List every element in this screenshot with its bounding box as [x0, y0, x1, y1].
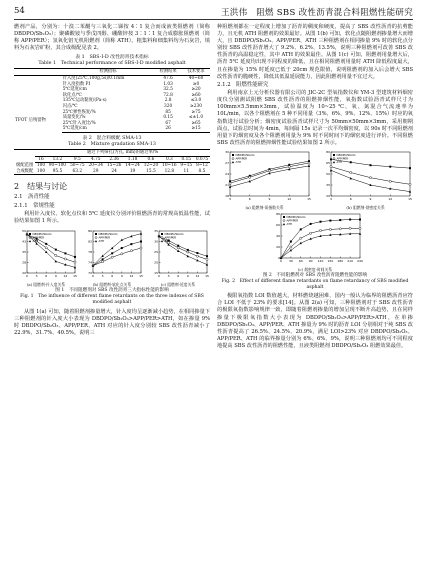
table1-cell: ≥60	[191, 92, 201, 98]
x-tick-label: 3	[35, 274, 38, 279]
figure2-panel-c	[268, 211, 363, 272]
data-point	[358, 227, 360, 229]
data-point	[130, 243, 132, 245]
table2-sieve-header: 0.6	[142, 156, 160, 163]
x-tick-label: 6	[177, 274, 180, 279]
legend-marker	[232, 161, 234, 163]
figure2-panel-b	[318, 149, 413, 210]
y-tick-label: 86	[88, 229, 92, 234]
table2-cell: 29	[87, 169, 105, 175]
table2-cell: 12.8	[160, 169, 178, 175]
legend-label: ATH	[336, 160, 343, 165]
x-tick-label: 60	[298, 258, 303, 263]
data-point	[55, 249, 57, 251]
section-heading: 2 结果与讨论	[14, 182, 68, 192]
data-point	[64, 258, 66, 260]
panel-label: (a) 阻燃剂-针入度关系	[26, 282, 66, 288]
data-point	[389, 166, 391, 168]
table1-cell: 85	[165, 109, 171, 115]
table2-cell: 15.5	[142, 169, 160, 175]
data-point	[299, 237, 301, 239]
data-point	[140, 233, 142, 235]
legend-label: APP/PER	[164, 235, 177, 240]
panel-label: (c) 烟密度-时间关系	[297, 266, 333, 272]
legend-label: APP/PER	[336, 156, 349, 161]
table2-cell: 11	[179, 169, 194, 175]
legend-label: APP/PER	[286, 218, 298, 223]
legend-label: APP/PER	[32, 235, 45, 240]
panel-label: (c) 阻燃剂-延度关系	[160, 282, 196, 288]
x-tick-label: 120	[317, 258, 323, 263]
data-point	[206, 255, 208, 257]
data-point	[329, 228, 331, 230]
data-point	[102, 259, 104, 261]
legend-marker	[333, 158, 335, 160]
table1-header-blank	[14, 69, 62, 76]
legend-label: ATH	[286, 222, 292, 227]
data-point	[196, 252, 198, 254]
table1-cell: 47.6	[163, 75, 173, 81]
figure1-caption-en: Fig. 1 The influence of different flame retardants on the three indexes of SBS modified asphalt	[20, 294, 204, 305]
figure2-row2	[217, 211, 413, 272]
y-tick-label: 35	[326, 183, 330, 188]
table2-cell: 19	[123, 169, 141, 175]
figure1-caption	[14, 288, 210, 305]
x-tick-label: 15	[139, 274, 143, 279]
table1-cell: 25℃针入度比/%	[62, 120, 96, 126]
x-tick-label: 30	[288, 258, 293, 263]
y-tick-label: 30	[154, 239, 158, 244]
y-tick-label: 80	[275, 212, 280, 217]
legend-label: ATH	[32, 239, 39, 244]
x-tick-label: 3	[229, 196, 231, 201]
data-point	[389, 180, 391, 182]
figure2-caption-en: Fig. 2 Effect of different flame retardants on flame retardancy of SBS modified asphalt	[221, 278, 409, 290]
chart-smoke-time	[268, 211, 363, 267]
running-title: 王洪伟 阻燃 SBS 改性沥青混合料阻燃性能研究	[221, 8, 413, 18]
table1	[14, 68, 210, 133]
data-point	[187, 249, 189, 251]
y-tick-label: 28	[22, 260, 26, 265]
legend-marker	[283, 220, 285, 222]
table1-header: 检测结果	[154, 69, 182, 76]
y-tick-label: 74	[88, 260, 92, 265]
panel-label: (b) 阻燃剂-软化点关系	[92, 282, 132, 288]
data-point	[45, 247, 47, 249]
subsubsection-heading: 2.1.1 常规性能	[14, 202, 55, 209]
x-tick-label: 6	[111, 274, 114, 279]
x-tick-label: 210	[346, 258, 353, 263]
data-point	[55, 255, 57, 257]
table2-cell: 50~75	[70, 163, 85, 169]
legend-marker	[29, 233, 31, 235]
table2-cell: 20~34	[88, 163, 104, 169]
y-tick-label: 20	[22, 271, 26, 276]
legend-marker	[283, 216, 285, 218]
table2-sieve-header: 1.18	[123, 156, 141, 163]
table2-cell: 100	[36, 168, 46, 174]
data-point	[229, 182, 231, 184]
y-tick-label: 21	[225, 183, 229, 188]
legend-marker	[161, 240, 163, 242]
y-tick-label: 20	[326, 194, 330, 199]
chart-smoke-density	[318, 149, 413, 205]
x-tick-label: 9	[54, 274, 57, 279]
figure2-row1	[217, 149, 413, 210]
legend-label: DBDPO/Sb₂O₃	[286, 214, 306, 219]
table2-sieve-header: 16	[35, 156, 46, 163]
x-tick-label: 6	[45, 274, 48, 279]
y-tick-label: 60	[275, 223, 280, 228]
data-point	[187, 251, 189, 253]
table1-caption-en: Table 1 Technical performance of SBS-I-D modified asphalt	[38, 61, 186, 67]
table1-cell: 5℃延度/cm	[62, 87, 87, 93]
data-point	[409, 183, 411, 185]
subsubsection-heading: 2.1.2 阻燃性能研究	[217, 81, 269, 88]
table1-cell: 2.8	[164, 98, 172, 104]
x-tick-label: 0	[26, 274, 28, 279]
x-tick-label: 12	[63, 274, 68, 279]
data-point	[409, 167, 411, 169]
data-point	[206, 259, 208, 261]
table1-cell: 320	[164, 103, 173, 109]
x-tick-label: 12	[388, 196, 393, 201]
table2-cell: 100	[36, 163, 46, 169]
right-column	[217, 24, 413, 350]
table1-cell: ≥0	[192, 81, 200, 87]
table1-cell: ≥75	[191, 109, 201, 115]
legend-marker	[282, 223, 284, 225]
table2-cell: 9~15	[180, 163, 193, 169]
table2-sieve-header: 2.36	[105, 156, 123, 163]
x-tick-label: 3	[101, 274, 104, 279]
table1-cell: 26	[154, 126, 182, 132]
table1-cell: 72.8	[163, 92, 173, 98]
data-point	[330, 165, 332, 167]
data-point	[177, 247, 179, 249]
x-tick-label: 3	[330, 196, 332, 201]
table2-row-label: 合成级配	[14, 169, 35, 175]
data-point	[330, 169, 332, 171]
x-tick-label: 9	[268, 196, 271, 201]
x-tick-label: 12	[287, 196, 292, 201]
data-point	[111, 253, 113, 255]
x-tick-label: 6	[349, 196, 352, 201]
data-point	[319, 229, 321, 231]
chart-penetration	[14, 228, 78, 282]
table1-caption	[14, 55, 210, 67]
y-tick-label: 0	[277, 256, 280, 261]
data-point	[249, 176, 251, 178]
table2-caption	[14, 136, 210, 148]
data-point	[177, 245, 179, 247]
table1-cell: ≥65	[191, 120, 201, 126]
x-tick-label: 9	[186, 274, 189, 279]
intro-paragraph: 燃剂产品，分别为：十溴二苯醚与三氧化二锑按 4∶1 复合而成液类阻燃剂（简称 DBDPO/Sb₂O₃）；聚磷酸铵与季戊四醇、硼酸锌按 3∶1∶1 复合成膨胀阻燃剂（简称 APP/PER）；氢氧化铝无机阻燃剂（简称 ATH）。粗集料和细集料均为石灰岩，填料为石灰岩矿粉，其合成级配见表 2。	[14, 24, 210, 52]
table2-row	[14, 169, 210, 175]
legend-marker	[161, 233, 163, 235]
table2-span-header: 通过下列筛孔(方孔, mm)的通过率/%	[35, 149, 210, 156]
legend-label: ATH	[164, 239, 171, 244]
data-point	[268, 170, 270, 172]
table1-cell: 67	[165, 120, 171, 126]
data-point	[289, 240, 291, 242]
legend-marker	[232, 158, 234, 160]
table1-cell: ≥15	[182, 126, 210, 132]
table2-cell: 10~16	[162, 163, 177, 169]
x-tick-label: 9	[369, 196, 372, 201]
table2-cell: 24	[105, 169, 123, 175]
table2-caption-en: Table 2 Mixture gradation SMA-13	[68, 141, 156, 147]
data-point	[111, 256, 113, 258]
data-point	[74, 256, 76, 258]
y-tick-label: 30	[225, 150, 229, 155]
data-point	[130, 250, 132, 252]
table2-sieve-header: 13.2	[47, 156, 68, 163]
table2-cell: 14~24	[125, 163, 140, 169]
data-point	[349, 227, 351, 229]
table1-cell: 质量变化/%	[62, 115, 86, 121]
table2-sieve-header: 9.5	[68, 156, 86, 163]
figure1-panel-a	[14, 228, 78, 287]
paragraph: 利用南京上元分析仪器有限公司的 JIC-2C 型氧指数仪和 YM-3 型建筑材料烟密度仪分别测试阻燃 SBS 改性沥青的阻燃抑烟性能，氧指数试验沥青试样尺寸为 100mm×5.5mm×3mm，试验温度为 10~25 ℃，氧、氮混合气流速率为 10L/min，以各个阻燃剂在 5 种不同用量（3%、6%、9%、12%、15%）时应的氧指数进行试验分析；烟密度试验沥青试样尺寸为 50mm×50mm×3mm，采用朝期面点，试验总时间为 4min，每间隔 15s 记录一次平均烟密度，以 90s 时不同阻燃剂用量下的烟密度及各个阻燃剂用量为 9% 时不同时间下的烟密度进行评价。不同阻燃 SBS 改性沥青的阻燃抑烟性能试验结果如图 2 所示。	[217, 90, 413, 146]
table2-corner	[14, 149, 35, 162]
figure1-panel-c	[146, 228, 210, 287]
table2-row-label: 级配范围	[16, 162, 34, 168]
data-point	[140, 241, 142, 243]
legend-marker	[95, 237, 97, 239]
data-point	[350, 161, 352, 163]
table1-cell: ≥230	[190, 103, 202, 109]
y-tick-label: 50	[326, 172, 330, 177]
table1-cell: ≤±1.0	[189, 115, 204, 121]
y-tick-label: 80	[326, 150, 330, 155]
legend-label: DBDPO/Sb₂O₃	[98, 232, 118, 237]
x-tick-label: 240	[356, 258, 363, 263]
table1-cell: 5℃延度/cm	[62, 126, 154, 132]
table2-sieve-header: 4.75	[87, 156, 105, 163]
data-point	[330, 158, 332, 160]
table1-cell: 针入度(25℃,100g,5s)/0.1mm	[62, 75, 125, 81]
figure1-caption-cn: 图 1 不同阻燃剂对 SBS 改性沥青三大指标性能的影响	[55, 288, 169, 294]
data-point	[308, 162, 310, 164]
table2-sieve-header: 0.15	[179, 156, 194, 163]
chart-ductility	[146, 228, 210, 282]
table2-cell: 63.2	[68, 169, 86, 175]
x-tick-label: 150	[327, 258, 333, 263]
legend-marker	[95, 240, 97, 242]
table1-cell: ≤3.0	[190, 98, 202, 104]
data-point	[289, 246, 291, 248]
chart-oxygen-index	[217, 149, 312, 205]
y-tick-label: 65	[326, 161, 330, 166]
x-tick-label: 0	[279, 258, 282, 263]
data-point	[45, 243, 47, 245]
table2-sieve-header: 0.3	[160, 156, 178, 163]
x-tick-label: 15	[73, 274, 77, 279]
panel-label: (b) 阻燃剂-烟密度关系	[346, 204, 385, 210]
data-point	[329, 220, 331, 222]
data-point	[64, 253, 66, 255]
table1-cell: 软化点/℃	[62, 92, 82, 98]
x-tick-label: 6	[248, 196, 251, 201]
legend-marker	[232, 154, 234, 156]
table2-cell: 15~26	[106, 163, 122, 169]
page-number: 54	[14, 6, 25, 16]
paragraph: 极限氧指数 LOI 数值越大，材料燃烧越困难，国内一般认为临界的阻燃沥青应符合 LOI 不低于 23% 的要求[14]。从图 2(a) 可知，三种阻燃剂对于 SBS 改性沥青的极限氧指数影响规律一致，即随着阻燃剂掺量的增加呈现不断升高趋势，且在同样掺量下极限氧指数大小表现为 DBDPO/Sb₂O₃>APP/PER>ATH，在单掺 DBDPO/Sb₂O₃、APP/PER、ATH 掺量为 9% 时的沥青 LOI 分别相对于纯 SBS 改性沥青提高了 26.5%、24.5%、20.9%，满足 LOI>23% 对应 DBDPO/Sb₂O₃、APP/PER、ATH 的临界掺量分别为 6%、6%、9%，说明三种阻燃剂均可不同程度地提高 SBS 改性沥青的阻燃性能，且液类阻燃剂 DBDPO/Sb₂O₃ 阻燃效果最佳。	[217, 293, 413, 349]
legend-marker	[333, 161, 335, 163]
x-tick-label: 0	[158, 274, 160, 279]
figure2-caption-cn: 图 2 不同阻燃剂对 SBS 改性沥青阻燃性能的影响	[262, 272, 368, 278]
table1-cell: 25℃弹性恢复/%	[62, 109, 96, 115]
y-tick-label: 24	[225, 172, 229, 177]
table2	[14, 149, 210, 175]
paragraph: 种阻燃剂都在一定程度上增加了沥青的稠度和硬度，提高了 SBS 改性沥青的抗剪能力，且无机 ATH 阻燃剂的效果最好。从图 1(b) 可知，软化点随阻燃剂掺量增大而增大，且 DBDPO/Sb₂O₃、APP/PER、ATH 三种阻燃剂在相同掺量 9% 时的软化点分别较 SBS 改性沥青增大了 9.2%、6.2%、13.5%，说明三种阻燃剂可改善 SBS 改性沥青的高温稳定性，其中 ATH 的效果最佳。从图 1(c) 可知，阻燃剂用量增大后，沥青 5℃ 延度均出现不同程度的降低，且在相同阻燃剂用量时 ATH 降低程度最大，且在掺量为 15% 时延度已低于 20cm 规范限值，说明阻燃剂的加入后会增大 SBS 改性沥青的脆硬性，降低其低温延展能力，因此阻燃剂用量不宜过大。	[217, 24, 413, 80]
y-tick-label: 20	[275, 245, 280, 250]
y-tick-label: 18	[225, 194, 229, 199]
data-point	[289, 249, 291, 251]
legend-label: ATH	[235, 160, 242, 165]
table2-cell: 12~20	[143, 163, 159, 169]
legend-label: DBDPO/Sb₂O₃	[336, 152, 356, 157]
y-tick-label: 78	[88, 250, 92, 255]
legend-label: DBDPO/Sb₂O₃	[164, 232, 184, 237]
subsection-heading: 2.1 沥青性能	[14, 194, 50, 201]
table1-cell: 135℃运动黏度/(Pa·s)	[62, 98, 107, 104]
x-tick-label: 3	[167, 274, 170, 279]
data-point	[319, 221, 321, 223]
x-tick-label: 15	[205, 274, 209, 279]
x-tick-label: 12	[129, 274, 134, 279]
data-point	[140, 247, 142, 249]
y-tick-label: 35	[22, 250, 26, 255]
chart-softening-point	[80, 228, 144, 282]
table1-cell: ≥20	[191, 87, 201, 93]
data-point	[350, 171, 352, 173]
table1-group-label: TFOT 后残留物	[15, 118, 46, 124]
table2-cell: 8~12	[196, 163, 208, 169]
y-tick-label: 43	[22, 239, 26, 244]
paragraph: 利用针入度仪、软化点仪和 5℃ 延度仪分别评价阻燃沥青的常规高低温性能，试验结果如图 1 所示。	[14, 211, 210, 225]
x-tick-label: 15	[307, 196, 311, 201]
x-tick-label: 12	[195, 274, 200, 279]
left-column	[14, 24, 210, 337]
figure2-panel-a	[217, 149, 312, 210]
table2-cell: 90~100	[48, 163, 67, 169]
y-tick-label: 15	[154, 271, 158, 276]
data-point	[339, 228, 341, 230]
x-tick-label: 90	[308, 258, 313, 263]
panel-label: (a) 阻燃剂-氧指数关系	[245, 204, 284, 210]
series-line	[281, 219, 360, 258]
table1-cell: 0.15	[163, 115, 173, 121]
table2-sieve-header: 0.075	[195, 156, 209, 162]
y-tick-label: 40	[275, 234, 280, 239]
data-point	[369, 176, 371, 178]
y-tick-label: 20	[154, 260, 158, 265]
table2-cell: 8.5	[194, 169, 210, 175]
table1-header: 检测指标	[62, 69, 154, 76]
y-tick-label: 25	[154, 250, 158, 255]
paragraph: 从图 1(a) 可知，随着阻燃剂掺量增大，针入度均呈逐渐减小趋势，在相同掺量下三种阻燃剂的针入度大小表现为 DBDPO/Sb₂O₃>APP/PER>ATH，如在掺量 9% 时 DBDPO/Sb₂O₃、APP/PER、ATH 对应的针入度分别较 SBS 改性沥青减小了 22.9%、31.7%、40.5%。说明三	[14, 308, 210, 336]
x-tick-label: 180	[336, 258, 343, 263]
table1-header: 技术要求	[182, 69, 210, 76]
data-point	[309, 232, 311, 234]
table1-cell: 闪点/℃	[62, 103, 78, 109]
table2-cell: 95.5	[47, 169, 68, 175]
y-tick-label: 82	[88, 239, 92, 244]
x-tick-label: 15	[408, 196, 412, 201]
data-point	[102, 261, 104, 263]
y-tick-label: 27	[225, 161, 229, 166]
figure1-panel-b	[80, 228, 144, 287]
data-point	[288, 165, 290, 167]
table1-cell: 1.03	[163, 81, 173, 87]
series-line	[331, 170, 410, 191]
y-tick-label: 70	[88, 271, 92, 276]
series-line	[93, 242, 141, 266]
data-point	[121, 247, 123, 249]
data-point	[308, 165, 310, 167]
y-tick-label: 50	[22, 229, 26, 234]
data-point	[309, 223, 311, 225]
table1-cell: 40~60	[188, 75, 204, 81]
x-tick-label: 0	[92, 274, 94, 279]
data-point	[196, 255, 198, 257]
data-point	[370, 164, 372, 166]
data-point	[177, 250, 179, 252]
table2-caption-cn: 表 2 混合料级配 SMA-13	[82, 135, 142, 141]
data-point	[349, 218, 351, 220]
legend-label: APP/PER	[235, 156, 248, 161]
legend-marker	[29, 240, 31, 242]
series-line	[331, 167, 410, 185]
data-point	[121, 253, 123, 255]
legend-label: DBDPO/Sb₂O₃	[235, 152, 255, 157]
data-point	[339, 219, 341, 221]
legend-label: APP/PER	[98, 235, 111, 240]
data-point	[299, 228, 301, 230]
legend-label: DBDPO/Sb₂O₃	[32, 232, 52, 237]
legend-marker	[333, 154, 335, 156]
legend-marker	[95, 233, 97, 235]
figure2-caption	[217, 273, 413, 290]
series-line	[281, 228, 360, 258]
figure1	[14, 228, 210, 287]
series-line	[281, 234, 360, 258]
table1-caption-cn: 表 1 SBS-I-D 改性沥青技术指标	[75, 55, 149, 61]
table1-cell: 针入度指数 PI	[62, 81, 91, 87]
table1-cell: 32.5	[163, 87, 173, 93]
table2-row	[14, 163, 210, 169]
legend-label: ATH	[98, 239, 105, 244]
running-header	[14, 4, 413, 20]
y-tick-label: 35	[154, 229, 158, 234]
x-tick-label: 9	[120, 274, 123, 279]
data-point	[74, 261, 76, 263]
data-point	[359, 218, 361, 220]
data-point	[187, 255, 189, 257]
header-rule	[14, 19, 413, 20]
